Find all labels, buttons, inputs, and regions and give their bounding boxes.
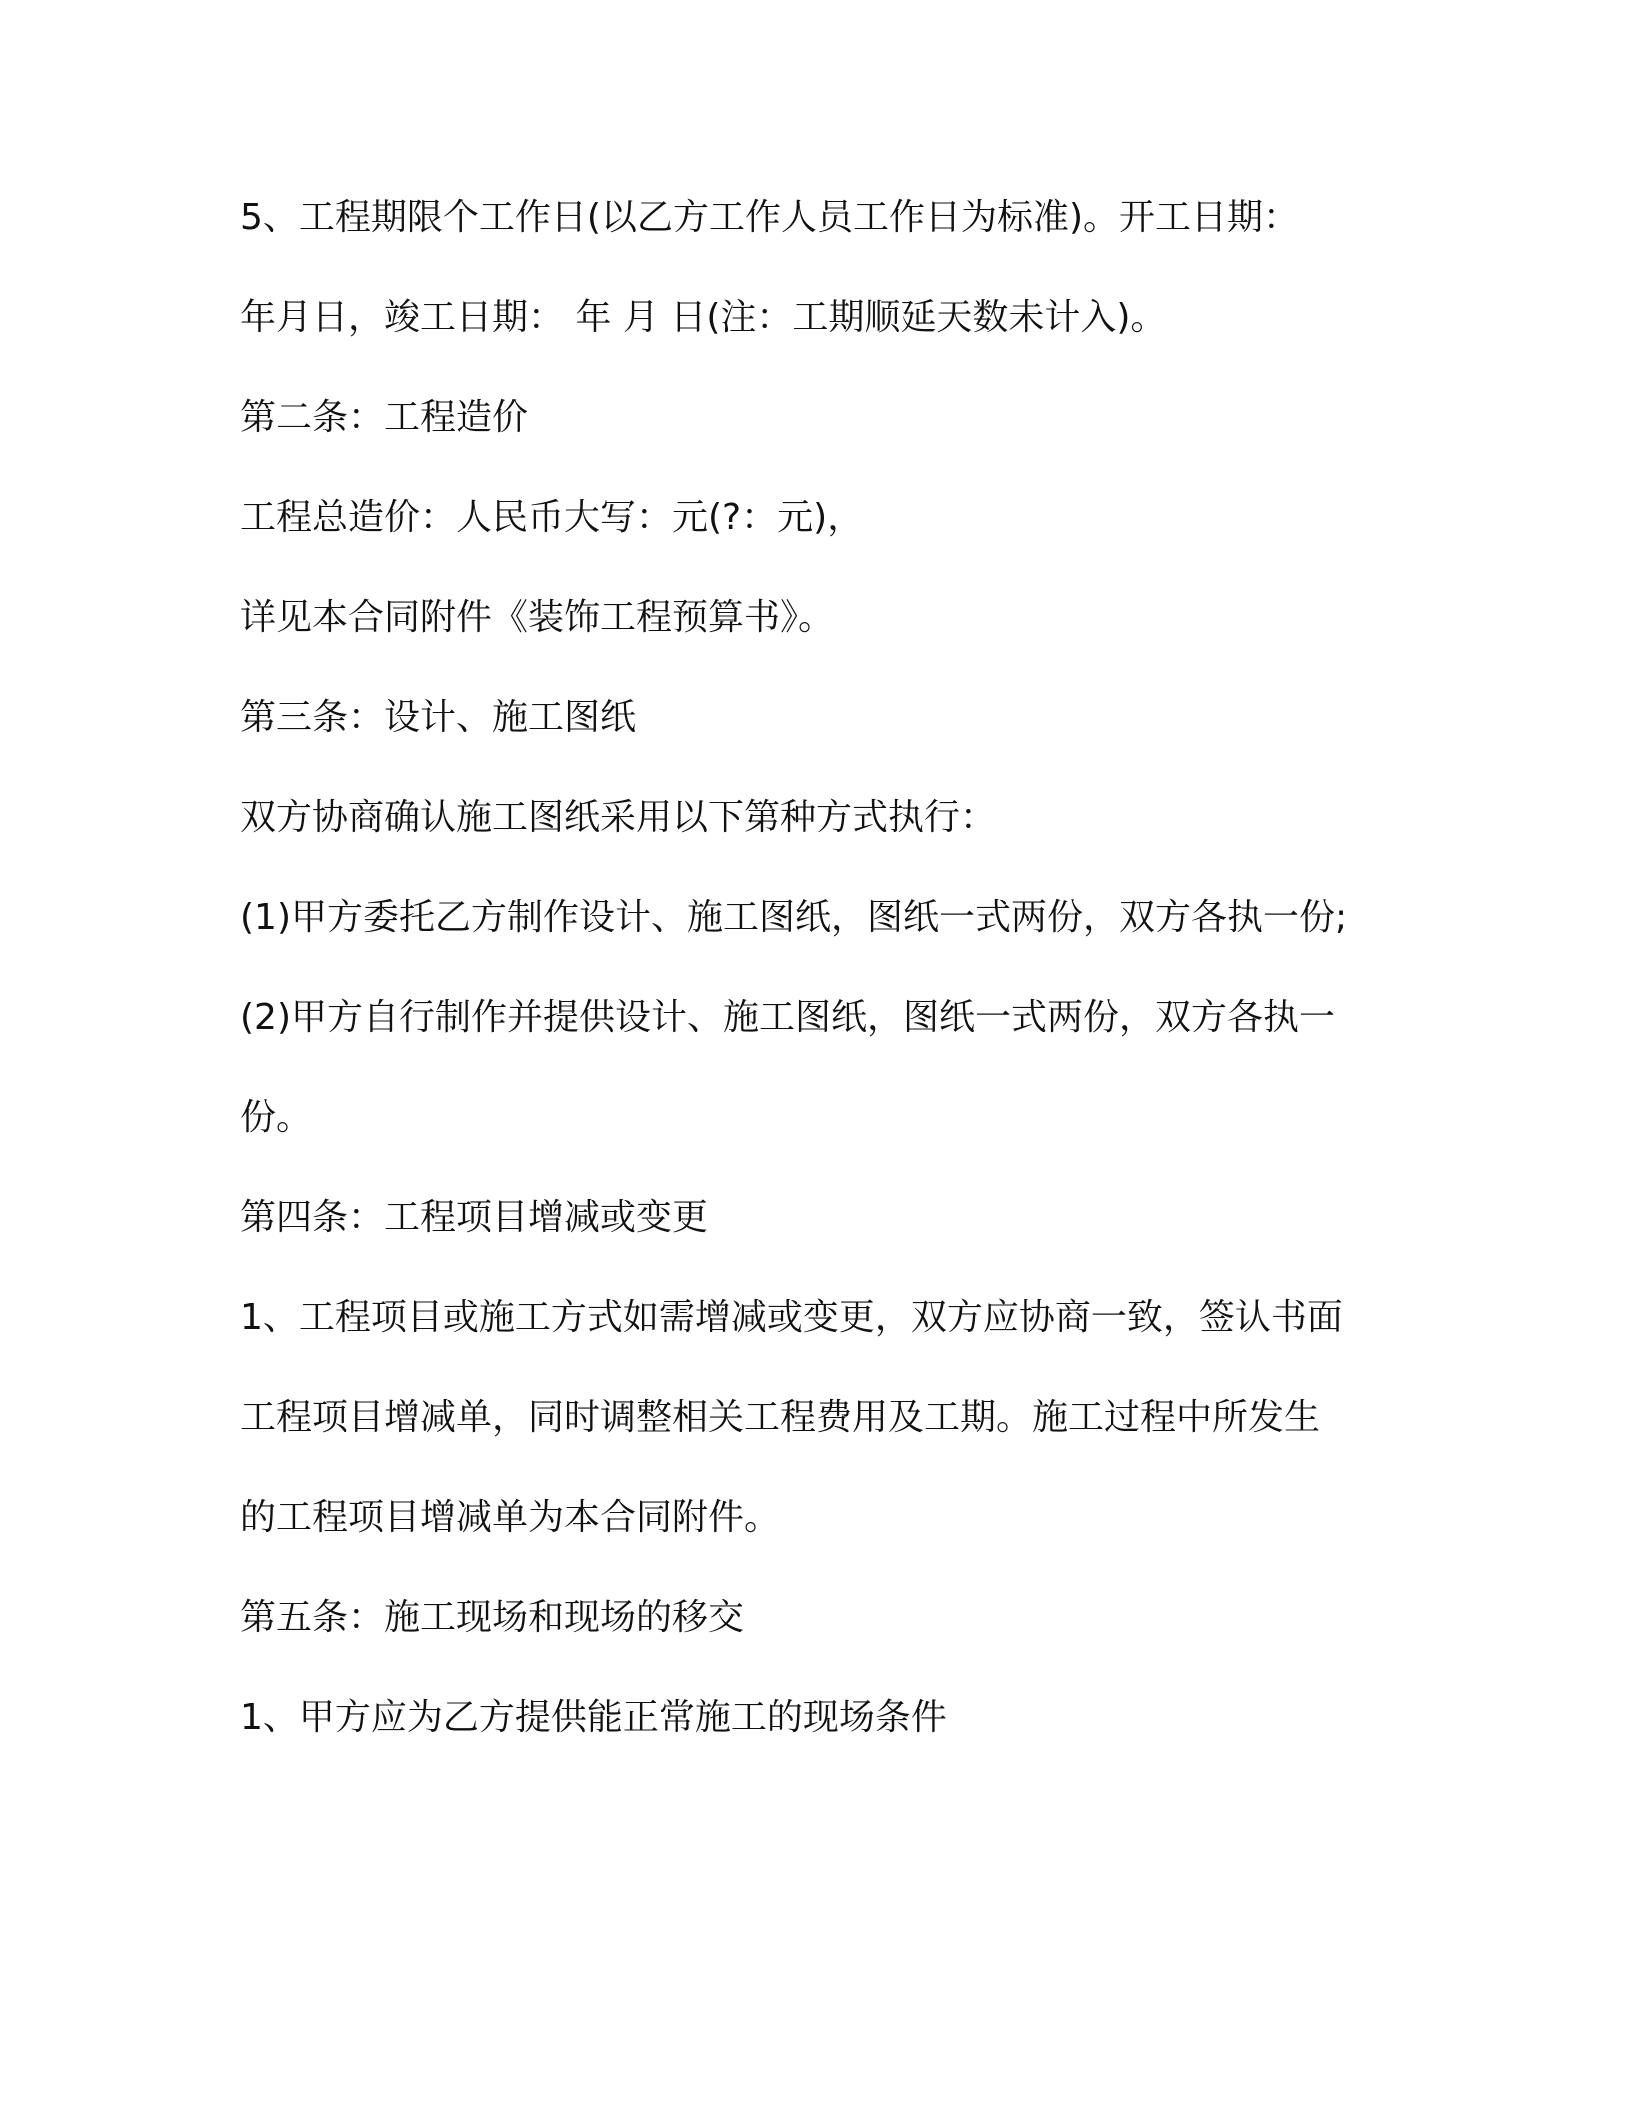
article-2-heading: 第二条：工程造价 xyxy=(240,397,529,438)
total-price-line: 工程总造价：人民币大写：元(?：元)， xyxy=(240,497,864,538)
option-2-line1: (2)甲方自行制作并提供设计、施工图纸，图纸一式两份，双方各执一 xyxy=(240,997,1335,1038)
change-clause-line2: 工程项目增减单，同时调整相关工程费用及工期。施工过程中所发生 xyxy=(240,1397,1321,1438)
article-4-heading: 第四条：工程项目增减或变更 xyxy=(240,1197,709,1238)
clause-1-5-period-line1: 5、工程期限个工作日(以乙方工作人员工作日为标准)。开工日期： xyxy=(240,197,1299,238)
change-clause-line1: 1、工程项目或施工方式如需增减或变更，双方应协商一致，签认书面 xyxy=(240,1297,1343,1338)
article-5-heading: 第五条：施工现场和现场的移交 xyxy=(240,1597,745,1638)
budget-attachment-line: 详见本合同附件《装饰工程预算书》。 xyxy=(240,597,835,638)
article-3-heading: 第三条：设计、施工图纸 xyxy=(240,697,637,738)
option-1-line: (1)甲方委托乙方制作设计、施工图纸，图纸一式两份，双方各执一份; xyxy=(240,897,1348,938)
clause-1-5-period-line2: 年月日，竣工日期： 年 月 日(注：工期顺延天数未计入)。 xyxy=(240,297,1167,338)
change-clause-line3: 的工程项目增减单为本合同附件。 xyxy=(240,1497,781,1538)
site-condition-line: 1、甲方应为乙方提供能正常施工的现场条件 xyxy=(240,1697,947,1738)
option-2-line2: 份。 xyxy=(240,1097,313,1138)
drawing-method-line: 双方协商确认施工图纸采用以下第种方式执行： xyxy=(240,797,997,838)
